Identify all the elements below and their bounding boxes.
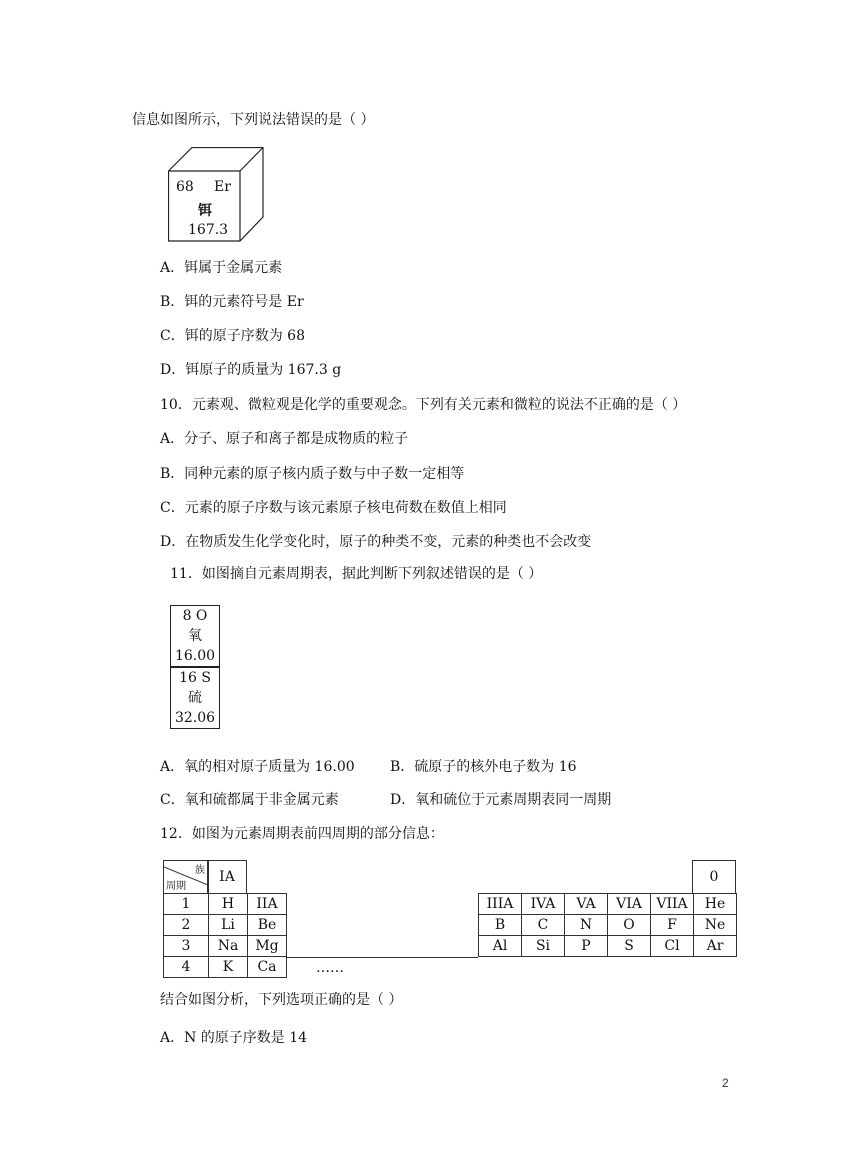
q11-stem: 11．如图摘自元素周期表，据此判断下列叙述错误的是（ ） bbox=[170, 566, 543, 582]
element-c: C bbox=[522, 915, 565, 936]
zero-header: 0 bbox=[693, 861, 736, 894]
ia-header: IA bbox=[208, 861, 247, 894]
q9-stem: 信息如图所示，下列说法错误的是（ ） bbox=[132, 112, 375, 128]
va-header: VA bbox=[565, 894, 608, 915]
er-name: 铒 bbox=[198, 203, 212, 219]
o-name: 氧 bbox=[188, 628, 202, 644]
element-ar: Ar bbox=[694, 936, 737, 957]
q10-stem: 10．元素观、微粒观是化学的重要观念。下列有关元素和微粒的说法不正确的是（ ） bbox=[160, 397, 687, 413]
q12-followup: 结合如图分析，下列选项正确的是（ ） bbox=[160, 992, 403, 1008]
q10-option-b: B．同种元素的原子核内质子数与中子数一定相等 bbox=[160, 466, 465, 482]
s-name: 硫 bbox=[188, 690, 202, 706]
element-s: S bbox=[608, 936, 651, 957]
element-mg: Mg bbox=[248, 936, 287, 957]
period-4: 4 bbox=[164, 957, 209, 978]
element-p: P bbox=[565, 936, 608, 957]
s-mass: 32.06 bbox=[174, 710, 216, 726]
element-f: F bbox=[651, 915, 694, 936]
q10-option-c: C．元素的原子序数与该元素原子核电荷数在数值上相同 bbox=[160, 500, 507, 516]
element-ne: Ne bbox=[694, 915, 737, 936]
iia-header: IIA bbox=[248, 894, 287, 915]
q10-option-d: D．在物质发生化学变化时，原子的种类不变，元素的种类也不会改变 bbox=[160, 534, 592, 550]
header-period-label: 周期 bbox=[166, 881, 186, 892]
element-li: Li bbox=[209, 915, 248, 936]
q11-option-d: D．氧和硫位于元素周期表同一周期 bbox=[390, 792, 612, 808]
o-number-symbol: 8 O bbox=[182, 608, 208, 624]
q11-option-c: C．氧和硫都属于非金属元素 bbox=[160, 792, 339, 808]
element-si: Si bbox=[522, 936, 565, 957]
element-o: O bbox=[608, 915, 651, 936]
zero-header-table bbox=[692, 860, 736, 894]
er-mass: 167.3 bbox=[188, 222, 229, 238]
left-periods-table bbox=[163, 893, 287, 978]
element-ca: Ca bbox=[248, 957, 287, 978]
element-be: Be bbox=[248, 915, 287, 936]
element-n: N bbox=[565, 915, 608, 936]
er-number: 68 bbox=[176, 179, 194, 195]
oxygen-element-cell bbox=[170, 605, 220, 667]
element-cl: Cl bbox=[651, 936, 694, 957]
q9-option-b: B．铒的元素符号是 Er bbox=[160, 294, 304, 310]
table-corner-header bbox=[163, 860, 209, 894]
s-number-symbol: 16 S bbox=[179, 670, 211, 686]
page-number: 2 bbox=[722, 1076, 729, 1090]
q11-option-a: A．氧的相对原子质量为 16.00 bbox=[160, 759, 355, 775]
element-al: Al bbox=[479, 936, 522, 957]
element-na: Na bbox=[209, 936, 248, 957]
q12-option-a: A．N 的原子序数是 14 bbox=[160, 1030, 308, 1046]
q10-option-a: A．分子、原子和离子都是成物质的粒子 bbox=[160, 431, 409, 447]
q9-option-c: C．铒的原子序数为 68 bbox=[160, 328, 305, 344]
q11-option-b: B．硫原子的核外电子数为 16 bbox=[390, 759, 577, 775]
q12-stem: 12．如图为元素周期表前四周期的部分信息： bbox=[160, 826, 444, 842]
o-mass: 16.00 bbox=[174, 648, 216, 664]
element-b: B bbox=[479, 915, 522, 936]
iiia-header: IIIA bbox=[479, 894, 522, 915]
via-header: VIA bbox=[608, 894, 651, 915]
element-h: H bbox=[209, 894, 248, 915]
sulfur-element-cell bbox=[170, 667, 220, 729]
q9-option-a: A．铒属于金属元素 bbox=[160, 260, 283, 276]
viia-header: VIIA bbox=[651, 894, 694, 915]
q9-option-d: D．铒原子的质量为 167.3 g bbox=[160, 362, 342, 378]
header-group-label: 族 bbox=[195, 865, 205, 876]
period-3: 3 bbox=[164, 936, 209, 957]
period-3-baseline bbox=[287, 957, 478, 958]
table-ellipsis: …… bbox=[316, 960, 344, 976]
right-groups-table bbox=[478, 893, 737, 957]
er-symbol: Er bbox=[214, 179, 231, 195]
period-1: 1 bbox=[164, 894, 209, 915]
element-k: K bbox=[209, 957, 248, 978]
element-he: He bbox=[694, 894, 737, 915]
erbium-element-cell bbox=[168, 147, 264, 243]
ia-header-table bbox=[207, 860, 247, 894]
iva-header: IVA bbox=[522, 894, 565, 915]
period-2: 2 bbox=[164, 915, 209, 936]
